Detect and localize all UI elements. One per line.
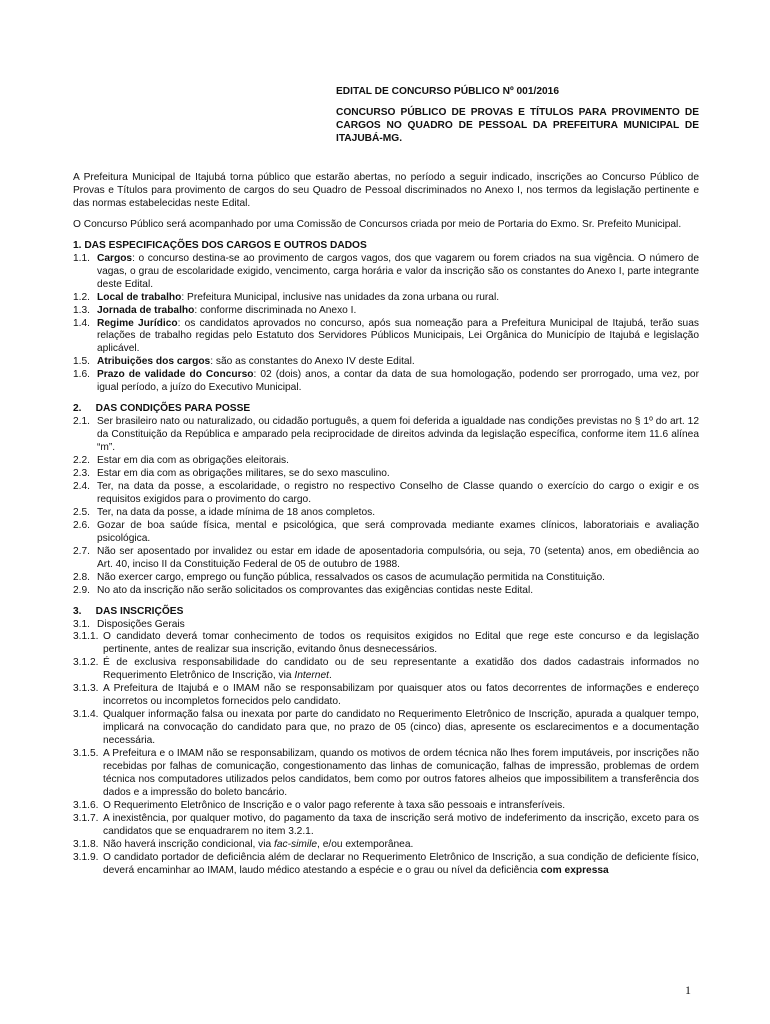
- section-2-list: [73, 416, 699, 597]
- edital-subtitle: CONCURSO PÚBLICO DE PROVAS E TÍTULOS PARA PROVIMENTO DE CARGOS NO QUADRO DE PESSOAL DA PREFEITURA MUNICIPAL DE ITAJUBÁ-MG.: [336, 106, 699, 144]
- item-number: 3.1.3.: [73, 683, 99, 695]
- item-number: 2.2.: [73, 455, 90, 467]
- list-item: [73, 455, 699, 468]
- list-item: [73, 253, 699, 292]
- item-text: Ser brasileiro nato ou naturalizado, ou cidadão português, a quem foi deferida a igualdade nas condições previstas no § 1º do art. 12 da Constituição da República e amparado pela reciprocidade de direitos advinda da legislação específica, conforme item 11.6 alínea “m”.: [97, 416, 699, 454]
- page-number: 1: [685, 983, 691, 997]
- item-number: 3.1.7.: [73, 812, 99, 824]
- item-number: 2.8.: [73, 571, 90, 583]
- list-item: [73, 356, 699, 369]
- list-item: [73, 748, 699, 800]
- item-text: Estar em dia com as obrigações militares, se do sexo masculino.: [97, 468, 390, 480]
- intro-paragraph-1: A Prefeitura Municipal de Itajubá torna público que estarão abertas, no período a seguir indicado, inscrições ao Concurso Público de Provas e Títulos para provimento de cargos do seu Quadro de Pessoal discriminados no Anexo I, nos termos da legislação pertinente e das normas estabelecidas neste Edital.: [73, 172, 699, 209]
- item-term: Jornada de trabalho: [97, 304, 195, 316]
- list-item: [73, 619, 699, 632]
- item-number: 1.5.: [73, 356, 90, 368]
- item-number: 1.2.: [73, 291, 90, 303]
- list-item: [73, 572, 699, 585]
- item-number: 3.1.2.: [73, 657, 99, 669]
- edital-header: [336, 86, 699, 154]
- list-item: [73, 683, 699, 709]
- item-term: Regime Jurídico: [97, 317, 178, 329]
- item-number: 3.1.5.: [73, 748, 99, 760]
- item-text: O candidato portador de deficiência além de declarar no Requerimento Eletrônico de Inscrição, a sua condição de deficiente físico, deverá encaminhar ao IMAM, laudo médico atestando a espécie e o grau ou nível da deficiência com expressa: [103, 851, 699, 876]
- item-number: 3.1.6.: [73, 799, 99, 811]
- item-text: A Prefeitura de Itajubá e o IMAM não se responsabilizam por quaisquer atos ou fatos decorrentes de informações e endereço incorretos ou incompletos fornecidos pelo candidato.: [103, 683, 699, 708]
- list-item: [73, 709, 699, 748]
- item-number: 2.6.: [73, 519, 90, 531]
- list-item: [73, 546, 699, 572]
- item-text: Atribuições dos cargos: são as constantes do Anexo IV deste Edital.: [97, 356, 415, 368]
- item-text: Não exercer cargo, emprego ou função pública, ressalvados os casos de acumulação permitida na Constituição.: [97, 571, 605, 583]
- item-number: 3.1.4.: [73, 709, 99, 721]
- list-item: [73, 839, 699, 852]
- list-item: [73, 657, 699, 683]
- item-text: No ato da inscrição não serão solicitados os comprovantes das exigências contidas neste Edital.: [97, 584, 534, 596]
- item-text: Jornada de trabalho: conforme discriminada no Anexo I.: [97, 304, 357, 316]
- intro-paragraph-2: O Concurso Público será acompanhado por uma Comissão de Concursos criada por meio de Portaria do Exmo. Sr. Prefeito Municipal.: [73, 218, 682, 230]
- item-number: 2.5.: [73, 506, 90, 518]
- item-emphasis: fac-simile: [274, 838, 318, 850]
- item-text: Não haverá inscrição condicional, via fac-simile, e/ou extemporânea.: [103, 838, 414, 850]
- item-text: Qualquer informação falsa ou inexata por parte do candidato no Requerimento Eletrônico de Inscrição, apurada a qualquer tempo, implicará na convocação do candidato para que, no prazo de 05 (cinco) dias, apresente os esclarecimentos e a documentação necessária.: [103, 709, 699, 747]
- item-text: É de exclusiva responsabilidade do candidato ou de seu representante a exatidão dos dados cadastrais informados no Requerimento Eletrônico de Inscrição, via Internet.: [103, 657, 699, 682]
- item-number: 3.1.: [73, 618, 90, 630]
- item-term: Prazo de validade do Concurso: [97, 369, 254, 381]
- section-3-heading: 3. DAS INSCRIÇÕES: [73, 605, 184, 617]
- item-text: Não ser aposentado por invalidez ou estar em idade de aposentadoria compulsória, ou seja, 70 (setenta) anos, em obediência ao Art. 40, inciso II da Constituição Federal de 05 de outubro de 1988.: [97, 545, 699, 570]
- list-item: [73, 852, 699, 878]
- item-number: 1.3.: [73, 304, 90, 316]
- item-text: Prazo de validade do Concurso: 02 (dois) anos, a contar da data de sua homologação, podendo ser prorrogado, uma vez, por igual período, a juízo do Executivo Municipal.: [97, 369, 699, 394]
- list-item: [73, 292, 699, 305]
- item-text: O candidato deverá tomar conhecimento de todos os requisitos exigidos no Edital que rege este concurso e da legislação pertinente, antes de realizar sua inscrição, evitando ônus desnecessários.: [103, 631, 699, 656]
- item-term: Local de trabalho: [97, 291, 182, 303]
- item-text: O Requerimento Eletrônico de Inscrição e o valor pago referente à taxa são pessoais e intransferíveis.: [103, 799, 566, 811]
- item-text: Ter, na data da posse, a escolaridade, o registro no respectivo Conselho de Classe quando o exercício do cargo o exigir e os requisitos exigidos para o provimento do cargo.: [97, 480, 699, 505]
- section-3-list: [73, 631, 699, 877]
- item-term: Cargos: [97, 252, 133, 264]
- item-number: 3.1.1.: [73, 631, 99, 643]
- item-text: Gozar de boa saúde física, mental e psicológica, que será comprovada mediante exames clínicos, laboratoriais e avaliação psicológica.: [97, 519, 699, 544]
- item-number: 2.3.: [73, 468, 90, 480]
- edital-title: EDITAL DE CONCURSO PÚBLICO Nº 001/2016: [336, 86, 559, 97]
- item-number: 1.1.: [73, 252, 90, 264]
- item-number: 2.9.: [73, 584, 90, 596]
- list-item: [73, 800, 699, 813]
- section-2-heading: 2. DAS CONDIÇÕES PARA POSSE: [73, 403, 251, 415]
- item-text: Local de trabalho: Prefeitura Municipal, inclusive nas unidades da zona urbana ou rural.: [97, 291, 500, 303]
- list-item: [73, 416, 699, 455]
- item-text: Ter, na data da posse, a idade mínima de 18 anos completos.: [97, 506, 376, 518]
- list-item: [73, 585, 699, 598]
- item-number: 2.7.: [73, 545, 90, 557]
- item-number: 3.1.9.: [73, 851, 99, 863]
- list-item: [73, 369, 699, 395]
- list-item: [73, 813, 699, 839]
- list-item: [73, 481, 699, 507]
- item-text: Estar em dia com as obrigações eleitorais.: [97, 455, 289, 467]
- item-text: Disposições Gerais: [97, 618, 185, 630]
- list-item: [73, 631, 699, 657]
- item-number: 1.4.: [73, 317, 90, 329]
- item-emphasis: Internet: [294, 670, 329, 682]
- section-1-list: [73, 253, 699, 395]
- list-item: [73, 468, 699, 481]
- list-item: [73, 520, 699, 546]
- document-body: [73, 172, 699, 878]
- item-number: 2.4.: [73, 480, 90, 492]
- list-item: [73, 305, 699, 318]
- item-text: A Prefeitura e o IMAM não se responsabilizam, quando os motivos de ordem técnica não lhes forem imputáveis, por inscrições não recebidas por falhas de comunicação, congestionamento das linhas de comunicação, falhas de impressão, problemas de ordem técnica nos computadores utilizados pelos candidatos, bem como por outros fatores alheios que impossibilitem a transferência dos dados e a impressão do boleto bancário.: [103, 748, 699, 798]
- item-number: 3.1.8.: [73, 838, 99, 850]
- list-item: [73, 507, 699, 520]
- item-text: Regime Jurídico: os candidatos aprovados no concurso, após sua nomeação para a Prefeitura Municipal de Itajubá, terão suas relações de trabalho regidas pelo Estatuto dos Servidores Públicos Municipais, Lei Orgânica do Município de Itajubá e legislação aplicável.: [97, 317, 699, 355]
- item-text: Cargos: o concurso destina-se ao provimento de cargos vagos, dos que vagarem ou forem criados na sua vigência. O número de vagas, o grau de escolaridade exigido, vencimento, carga horária e valor da inscrição são os constantes do Anexo I, parte integrante deste Edital.: [97, 252, 699, 290]
- list-item: [73, 318, 699, 357]
- item-term: Atribuições dos cargos: [97, 356, 211, 368]
- item-text: A inexistência, por qualquer motivo, do pagamento da taxa de inscrição será motivo de indeferimento da inscrição, exceto para os candidatos que se enquadrarem no item 3.2.1.: [103, 812, 699, 837]
- item-strong: com expressa: [540, 864, 609, 876]
- item-number: 1.6.: [73, 369, 90, 381]
- section-1-heading: 1. DAS ESPECIFICAÇÕES DOS CARGOS E OUTROS DADOS: [73, 239, 367, 251]
- item-number: 2.1.: [73, 416, 90, 428]
